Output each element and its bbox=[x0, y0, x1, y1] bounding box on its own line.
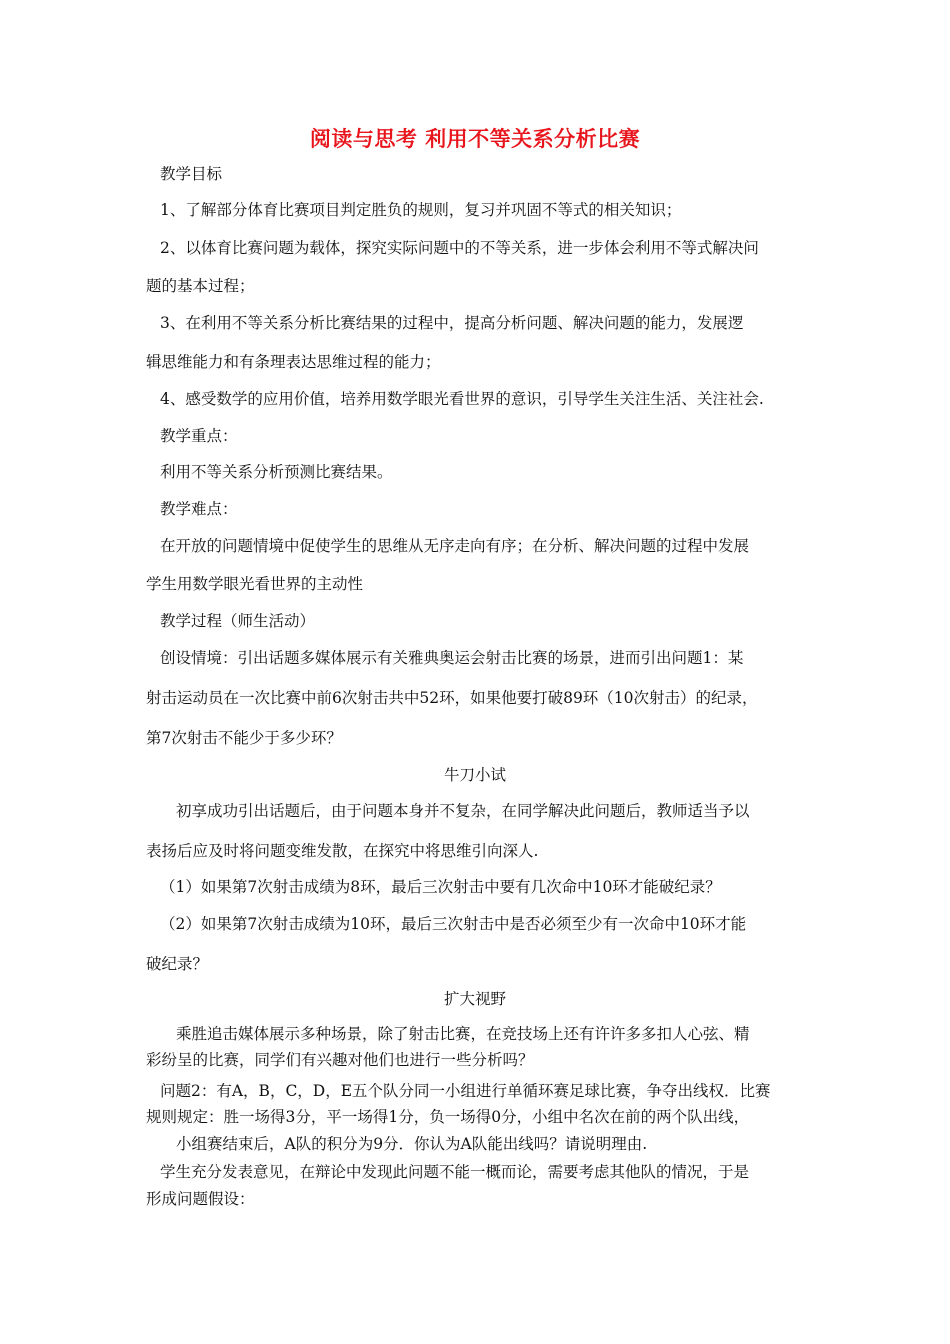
goal-2-line-2: 题的基本过程； bbox=[146, 277, 255, 295]
goal-3-line-1: 3、在利用不等关系分析比赛结果的过程中，提高分析问题、解决问题的能力，发展逻 bbox=[160, 314, 744, 332]
section-heading-2: 扩大视野 bbox=[443, 990, 506, 1008]
problem-2-line-3: 小组赛结束后，A队的积分为9分．你认为A队能出线吗？请说明理由. bbox=[176, 1135, 648, 1153]
section-heading-1: 牛刀小试 bbox=[443, 766, 506, 784]
key-heading: 教学重点： bbox=[160, 427, 238, 445]
goal-1: 1、了解部分体育比赛项目判定胜负的规则，复习并巩固不等式的相关知识； bbox=[160, 201, 682, 219]
section-2-line-1: 乘胜追击媒体展示多种场景，除了射击比赛，在竞技场上还有许许多多扣人心弦、精 bbox=[176, 1025, 750, 1043]
goal-3-line-2: 辑思维能力和有条理表达思维过程的能力； bbox=[146, 353, 441, 371]
section-1-line-1: 初享成功引出话题后，由于问题本身并不复杂，在同学解决此问题后，教师适当予以 bbox=[176, 802, 750, 820]
page-title: 阅读与思考 利用不等关系分析比赛 bbox=[309, 127, 641, 151]
students-line-2: 形成问题假设： bbox=[146, 1190, 255, 1208]
situation-line-3: 第7次射击不能少于多少环？ bbox=[146, 729, 342, 747]
problem-2-line-1: 问题2：有A，B，C，D，E五个队分同一小组进行单循环赛足球比赛，争夺出线权．比赛 bbox=[160, 1082, 771, 1100]
question-2-line-2: 破纪录？ bbox=[146, 955, 209, 973]
situation-line-1: 创设情境：引出话题多媒体展示有关雅典奥运会射击比赛的场景，进而引出问题1：某 bbox=[160, 649, 744, 667]
process-heading: 教学过程（师生活动） bbox=[160, 612, 316, 630]
key-text: 利用不等关系分析预测比赛结果。 bbox=[160, 463, 393, 481]
question-1: （1）如果第7次射击成绩为8环，最后三次射击中要有几次命中10环才能破纪录？ bbox=[160, 878, 721, 896]
difficulty-line-1: 在开放的问题情境中促使学生的思维从无序走向有序；在分析、解决问题的过程中发展 bbox=[160, 537, 750, 555]
goals-heading: 教学目标 bbox=[160, 165, 223, 183]
question-2-line-1: （2）如果第7次射击成绩为10环，最后三次射击中是否必须至少有一次命中10环才能 bbox=[160, 915, 747, 933]
goal-4: 4、感受数学的应用价值，培养用数学眼光看世界的意识，引导学生关注生活、关注社会. bbox=[160, 390, 764, 408]
goal-2-line-1: 2、以体育比赛问题为载体，探究实际问题中的不等关系，进一步体会利用不等式解决问 bbox=[160, 239, 759, 257]
section-2-line-2: 彩纷呈的比赛，同学们有兴趣对他们也进行一些分析吗？ bbox=[146, 1051, 534, 1069]
situation-line-2: 射击运动员在一次比赛中前6次射击共中52环，如果他要打破89环（10次射击）的纪录， bbox=[146, 689, 758, 707]
problem-2-line-2: 规则规定：胜一场得3分，平一场得1分，负一场得0分，小组中名次在前的两个队出线， bbox=[146, 1108, 750, 1126]
students-line-1: 学生充分发表意见，在辩论中发现此问题不能一概而论，需要考虑其他队的情况，于是 bbox=[160, 1163, 750, 1181]
difficulty-heading: 教学难点： bbox=[160, 500, 238, 518]
section-1-line-2: 表扬后应及时将问题变维发散，在探究中将思维引向深人. bbox=[146, 842, 539, 860]
difficulty-line-2: 学生用数学眼光看世界的主动性 bbox=[146, 575, 364, 593]
